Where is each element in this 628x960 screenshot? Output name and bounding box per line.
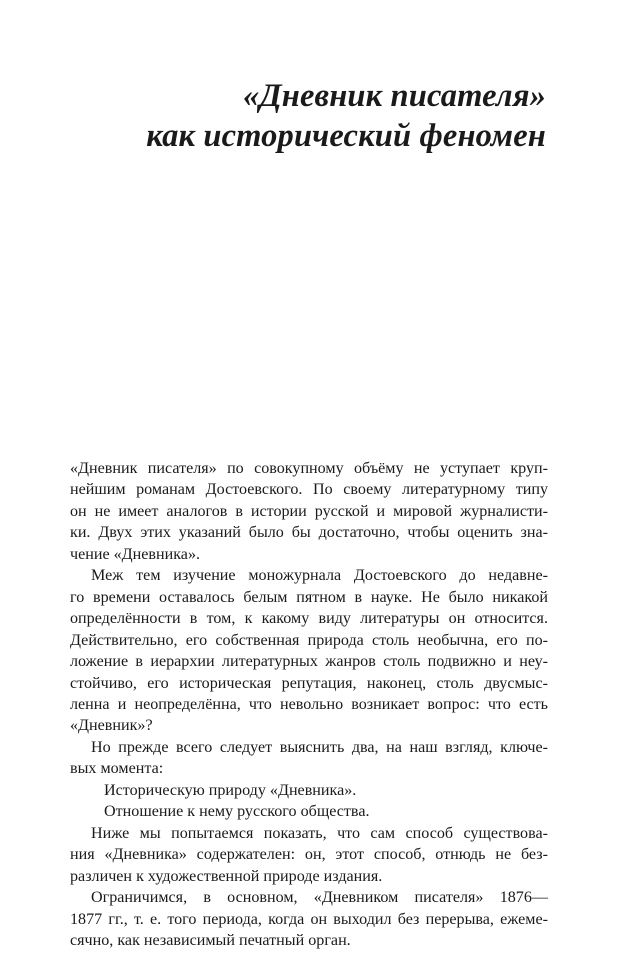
text-line: ки. Двух этих указаний было бы достаточно, чтобы оценить зна- (70, 524, 548, 542)
text-line: чение «Дневника». (70, 545, 201, 563)
chapter-title (146, 76, 546, 156)
text-line: Меж тем изучение моножурнала Достоевского до недавне- (91, 567, 548, 585)
chapter-title-line-1: «Дневник писателя» (243, 78, 546, 114)
list-item: Отношение к нему русского общества. (104, 803, 370, 821)
text-line: вых момента: (70, 760, 164, 778)
text-line: ложение в иерархии литературных жанров столь подвижно и неу- (70, 653, 548, 671)
text-line: сячно, как независимый печатный орган. (70, 931, 351, 949)
text-line: нейшим романам Достоевского. По своему литературному типу (70, 481, 548, 499)
text-line: го времени оставалось белым пятном в науке. Не было никакой (70, 588, 548, 606)
body-text (70, 458, 548, 951)
text-line: Но прежде всего следует выяснить два, на наш взгляд, ключе- (91, 738, 548, 756)
text-line: ленна и неопределённа, что невольно возникает вопрос: что есть (70, 695, 548, 713)
text-line: стойчиво, его историческая репутация, наконец, столь двусмыс- (70, 674, 548, 692)
text-line: Ниже мы попытаемся показать, что сам способ существова- (91, 824, 548, 842)
text-line: различен к художественной природе издания. (70, 867, 383, 885)
text-line: он не имеет аналогов в истории русской и мировой журналисти- (70, 502, 548, 520)
text-line: «Дневник писателя» по совокупному объёму не уступает круп- (70, 460, 548, 477)
text-line: ния «Дневника» содержателен: он, этот способ, отнюдь не без- (70, 846, 548, 864)
chapter-title-line-2: как исторический феномен (146, 118, 546, 154)
text-line: определённости в том, к какому виду литературы он относится. (70, 610, 548, 628)
text-line: «Дневник»? (70, 717, 153, 735)
text-line: Действительно, его собственная природа столь необычна, его по- (70, 631, 548, 649)
list-item: Историческую природу «Дневника». (104, 781, 357, 799)
text-line: 1877 гг., т. е. того периода, когда он выходил без перерыва, ежеме- (70, 910, 548, 928)
text-line: Ограничимся, в основном, «Дневником писателя» 1876— (91, 889, 548, 907)
